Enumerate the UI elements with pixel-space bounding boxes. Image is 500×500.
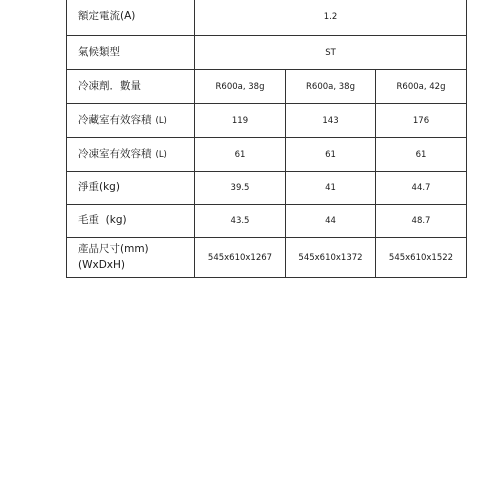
freezer-capacity-label (67, 138, 195, 172)
refrigerant-label: 冷凍劑．數量 (67, 70, 195, 104)
net-weight-value-3: 44.7 (376, 172, 467, 205)
net-weight-value-1: 39.5 (195, 172, 286, 205)
table-row (67, 172, 467, 205)
table-row (67, 36, 467, 70)
dimensions-value-2: 545x610x1372 (286, 238, 376, 278)
table-row (67, 205, 467, 238)
climate-type-value: ST (195, 36, 467, 70)
gross-weight-value-1: 43.5 (195, 205, 286, 238)
fridge-capacity-value-3: 176 (376, 104, 467, 138)
freezer-capacity-unit: (L) (155, 149, 167, 160)
dimensions-value-1: 545x610x1267 (195, 238, 286, 278)
freezer-capacity-value-1: 61 (195, 138, 286, 172)
table-row (67, 238, 467, 278)
dimensions-value-3: 545x610x1522 (376, 238, 467, 278)
refrigerant-value-3: R600a, 42g (376, 70, 467, 104)
freezer-capacity-value-3: 61 (376, 138, 467, 172)
net-weight-label: 淨重(kg) (67, 172, 195, 205)
fridge-capacity-unit: (L) (155, 115, 167, 126)
refrigerant-value-2: R600a, 38g (286, 70, 376, 104)
dimensions-subtext: (WxDxH) (78, 258, 125, 271)
fridge-capacity-value-1: 119 (195, 104, 286, 138)
refrigerant-value-1: R600a, 38g (195, 70, 286, 104)
freezer-capacity-value-2: 61 (286, 138, 376, 172)
rated-current-value: 1.2 (195, 0, 467, 36)
freezer-capacity-text: 冷凍室有效容積 (78, 147, 152, 160)
gross-weight-value-2: 44 (286, 205, 376, 238)
fridge-capacity-text: 冷藏室有效容積 (78, 113, 152, 126)
gross-weight-value-3: 48.7 (376, 205, 467, 238)
table-row (67, 138, 467, 172)
gross-weight-label: 毛重 (kg) (67, 205, 195, 238)
net-weight-value-2: 41 (286, 172, 376, 205)
table-row (67, 104, 467, 138)
fridge-capacity-value-2: 143 (286, 104, 376, 138)
rated-current-label: 額定電流(A) (67, 0, 195, 36)
fridge-capacity-label (67, 104, 195, 138)
dimensions-label (67, 238, 195, 278)
table-row (67, 70, 467, 104)
dimensions-text: 產品尺寸(mm) (78, 242, 149, 255)
spec-table (66, 0, 467, 278)
table-row (67, 0, 467, 36)
climate-type-label: 氣候類型 (67, 36, 195, 70)
